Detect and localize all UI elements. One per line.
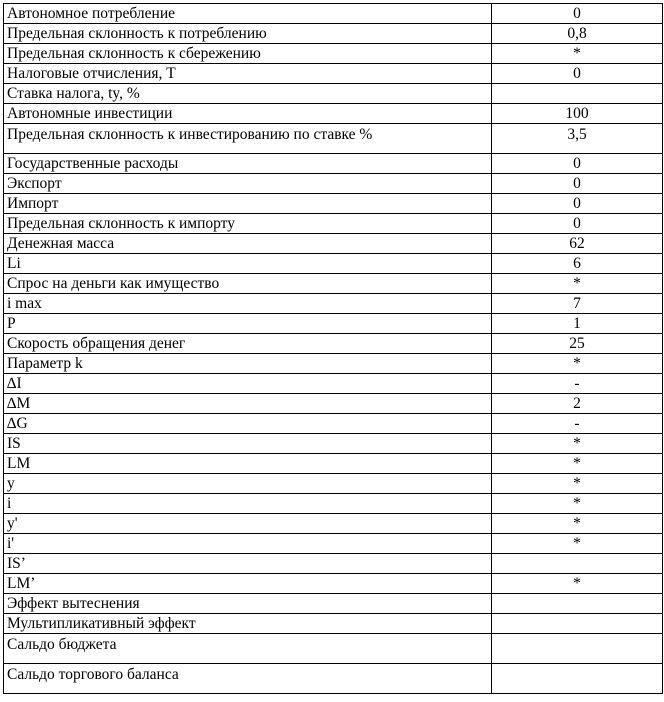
table-row <box>4 474 663 494</box>
table-row <box>4 334 663 354</box>
table-row <box>4 154 663 174</box>
parameters-table <box>3 3 663 694</box>
row-label: Сальдо торгового баланса <box>4 664 492 694</box>
row-value: 7 <box>492 294 663 314</box>
row-value: * <box>492 574 663 594</box>
row-label: Предельная склонность к потреблению <box>4 24 492 44</box>
row-value: * <box>492 494 663 514</box>
table-row <box>4 314 663 334</box>
row-value: * <box>492 274 663 294</box>
row-value: 0 <box>492 154 663 174</box>
row-label: ∆G <box>4 414 492 434</box>
row-value: 100 <box>492 104 663 124</box>
table-row <box>4 664 663 694</box>
row-value: - <box>492 374 663 394</box>
table-row <box>4 494 663 514</box>
row-label: y' <box>4 514 492 534</box>
row-label: IS <box>4 434 492 454</box>
table-row <box>4 64 663 84</box>
table-row <box>4 24 663 44</box>
row-value: * <box>492 474 663 494</box>
row-label: Мультипликативный эффект <box>4 614 492 634</box>
table-row <box>4 454 663 474</box>
table-row <box>4 104 663 124</box>
table-row <box>4 44 663 64</box>
row-value <box>492 634 663 664</box>
table-row <box>4 274 663 294</box>
row-value: 3,5 <box>492 124 663 154</box>
row-value: 0 <box>492 214 663 234</box>
row-label: Параметр k <box>4 354 492 374</box>
row-label: Li <box>4 254 492 274</box>
row-label: Автономные инвестиции <box>4 104 492 124</box>
table-row <box>4 354 663 374</box>
table-row <box>4 394 663 414</box>
table-row <box>4 174 663 194</box>
row-label: ∆M <box>4 394 492 414</box>
row-label: Скорость обращения денег <box>4 334 492 354</box>
table-row <box>4 194 663 214</box>
table-row <box>4 374 663 394</box>
table-row <box>4 254 663 274</box>
row-value <box>492 84 663 104</box>
row-label: Эффект вытеснения <box>4 594 492 614</box>
parameters-table-body <box>4 4 663 694</box>
row-value: 25 <box>492 334 663 354</box>
row-value <box>492 594 663 614</box>
row-label: Предельная склонность к инвестированию по ставке % <box>4 124 492 154</box>
row-label: Налоговые отчисления, T <box>4 64 492 84</box>
row-value: 62 <box>492 234 663 254</box>
row-label: ∆I <box>4 374 492 394</box>
row-label: i max <box>4 294 492 314</box>
row-label: Импорт <box>4 194 492 214</box>
row-value <box>492 554 663 574</box>
table-row <box>4 554 663 574</box>
row-label: i' <box>4 534 492 554</box>
table-row <box>4 214 663 234</box>
row-value <box>492 664 663 694</box>
table-row <box>4 4 663 24</box>
row-label: Предельная склонность к сбережению <box>4 44 492 64</box>
row-label: LM’ <box>4 574 492 594</box>
row-value: * <box>492 354 663 374</box>
row-label: Государственные расходы <box>4 154 492 174</box>
row-label: Денежная масса <box>4 234 492 254</box>
table-row <box>4 294 663 314</box>
row-value: * <box>492 454 663 474</box>
row-value: 6 <box>492 254 663 274</box>
table-row <box>4 574 663 594</box>
row-value: * <box>492 44 663 64</box>
row-label: i <box>4 494 492 514</box>
row-value: * <box>492 514 663 534</box>
row-label: Сальдо бюджета <box>4 634 492 664</box>
row-label: IS’ <box>4 554 492 574</box>
table-row <box>4 84 663 104</box>
row-value: 0 <box>492 174 663 194</box>
row-value: 0 <box>492 4 663 24</box>
table-row <box>4 634 663 664</box>
row-label: Автономное потребление <box>4 4 492 24</box>
row-label: P <box>4 314 492 334</box>
row-value: 2 <box>492 394 663 414</box>
row-label: y <box>4 474 492 494</box>
table-row <box>4 434 663 454</box>
row-value: 0 <box>492 194 663 214</box>
row-label: LM <box>4 454 492 474</box>
row-value: * <box>492 534 663 554</box>
table-row <box>4 234 663 254</box>
table-row <box>4 124 663 154</box>
row-value: - <box>492 414 663 434</box>
row-value: 0,8 <box>492 24 663 44</box>
row-label: Предельная склонность к импорту <box>4 214 492 234</box>
row-label: Экспорт <box>4 174 492 194</box>
table-row <box>4 514 663 534</box>
table-row <box>4 594 663 614</box>
row-label: Спрос на деньги как имущество <box>4 274 492 294</box>
table-row <box>4 414 663 434</box>
row-label: Ставка налога, ty, % <box>4 84 492 104</box>
row-value: 1 <box>492 314 663 334</box>
table-row <box>4 534 663 554</box>
row-value <box>492 614 663 634</box>
row-value: * <box>492 434 663 454</box>
table-row <box>4 614 663 634</box>
row-value: 0 <box>492 64 663 84</box>
